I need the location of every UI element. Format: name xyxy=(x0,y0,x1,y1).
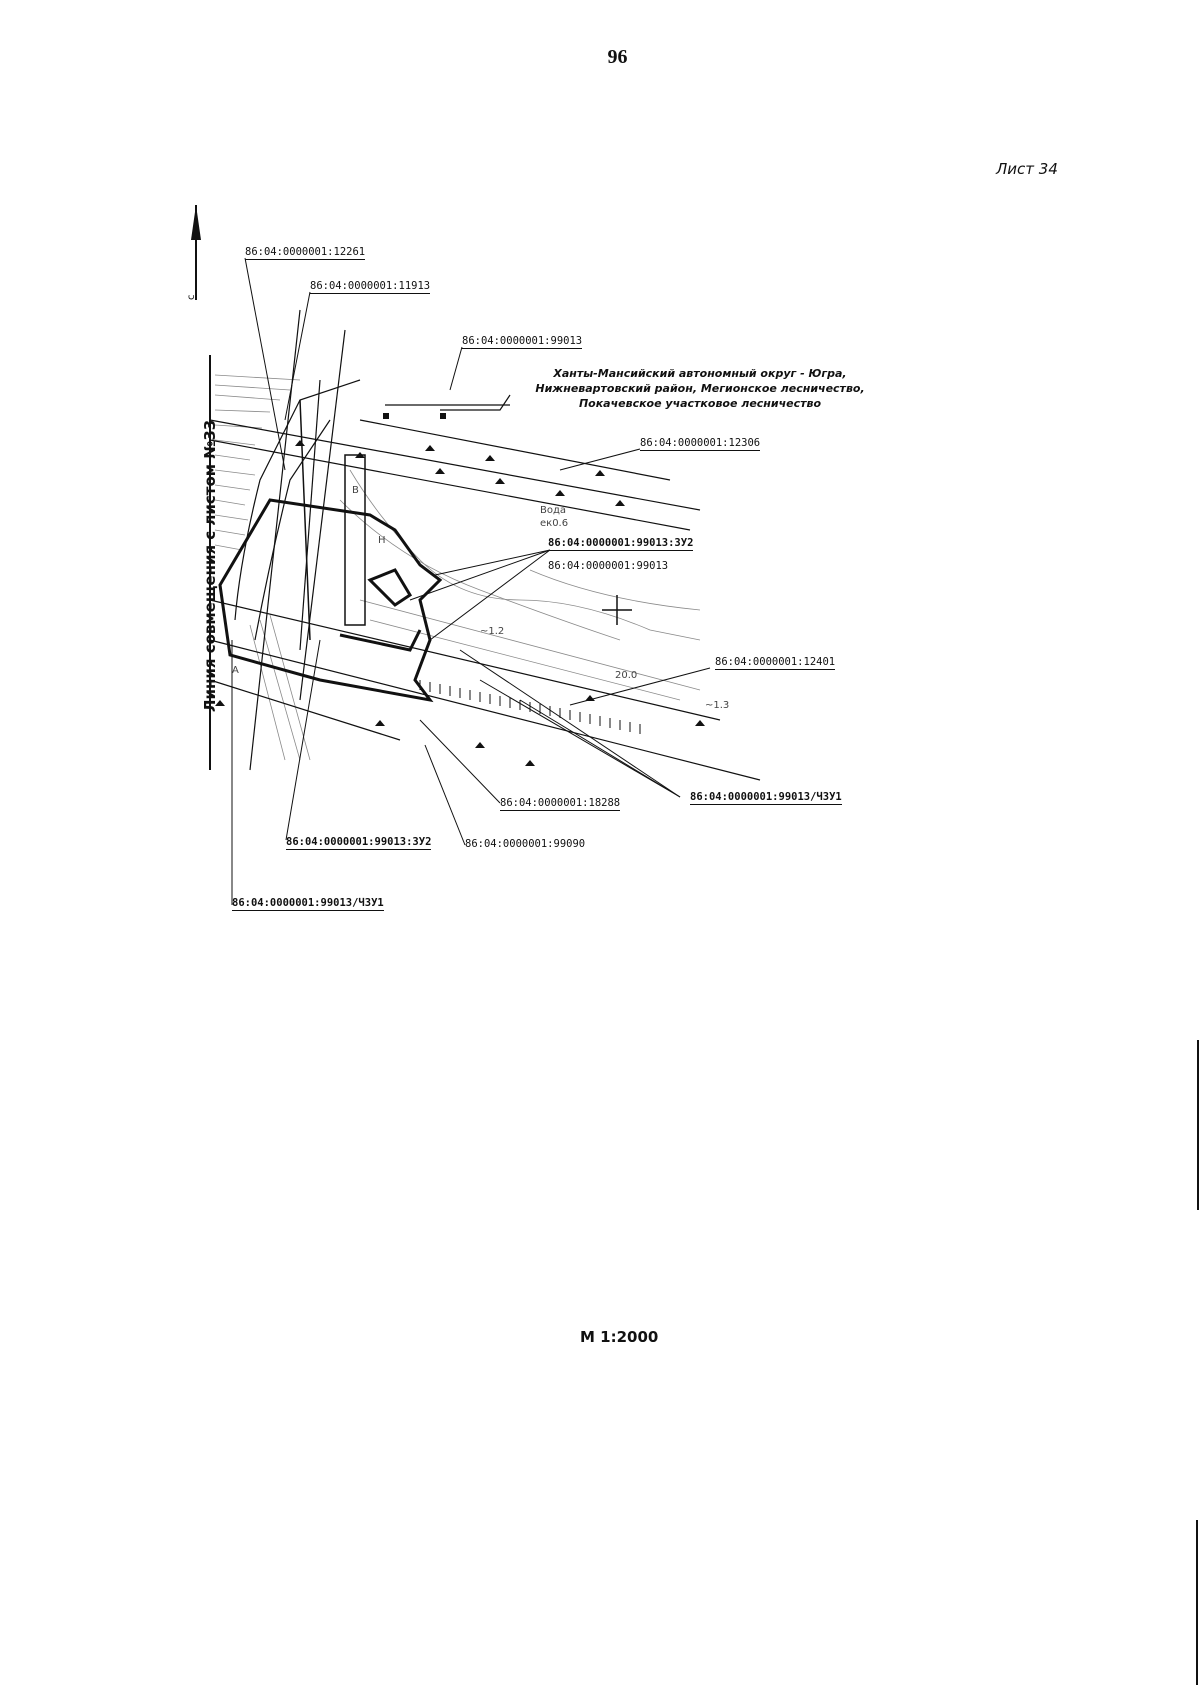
cadastral-label-11913: 86:04:0000001:11913 xyxy=(310,280,431,292)
leader-lines xyxy=(232,258,710,905)
match-line-label: Линия совмещения с листом №33 xyxy=(201,419,219,712)
tick-marks xyxy=(420,680,640,734)
region-label-line-3: Покачевское участковое лесничество xyxy=(578,397,822,410)
annotation-b: В xyxy=(352,485,359,496)
region-label xyxy=(520,366,880,411)
cadastral-label-12261: 86:04:0000001:12261 xyxy=(245,246,366,258)
cadastral-label-99013-top: 86:04:0000001:99013 xyxy=(462,335,583,347)
north-arrow-icon xyxy=(191,205,201,300)
annotation-1-2: ~1.2 xyxy=(480,626,505,637)
cadastral-label-12401: 86:04:0000001:12401 xyxy=(715,656,836,668)
cadastral-label-99013-chzu1-right: 86:04:0000001:99013/ЧЗУ1 xyxy=(690,791,842,803)
region-label-line-1: Ханты-Мансийский автономный округ - Югра, xyxy=(553,367,847,380)
annotation-h: Н xyxy=(378,535,386,546)
cadastral-label-12306: 86:04:0000001:12306 xyxy=(640,437,761,449)
cadastral-label-99090: 86:04:0000001:99090 xyxy=(465,838,586,850)
cadastral-label-99013-mid: 86:04:0000001:99013 xyxy=(548,560,669,572)
page-number: 96 xyxy=(607,46,628,68)
cadastral-label-99013-3u2-bottom: 86:04:0000001:99013:ЗУ2 xyxy=(286,836,432,848)
cadastral-label-18288: 86:04:0000001:18288 xyxy=(500,797,621,809)
annotation-20: 20.0 xyxy=(615,670,638,681)
annotation-vodo: Вода xyxy=(540,505,567,516)
cadastral-label-99013-3u2-mid: 86:04:0000001:99013:ЗУ2 xyxy=(548,537,694,549)
sheet-label: Лист 34 xyxy=(996,160,1058,178)
annotation-a: А xyxy=(232,665,239,676)
annotation-1-3: ~1.3 xyxy=(705,700,730,711)
north-arrow-letter: с xyxy=(186,294,197,300)
region-label-line-2: Нижневартовский район, Мегионское лесничество, xyxy=(535,382,865,395)
cadastral-label-99013-chzu1-left: 86:04:0000001:99013/ЧЗУ1 xyxy=(232,897,384,909)
annotation-ek: ек0.6 xyxy=(540,518,569,529)
scale-label: М 1:2000 xyxy=(580,1328,659,1346)
